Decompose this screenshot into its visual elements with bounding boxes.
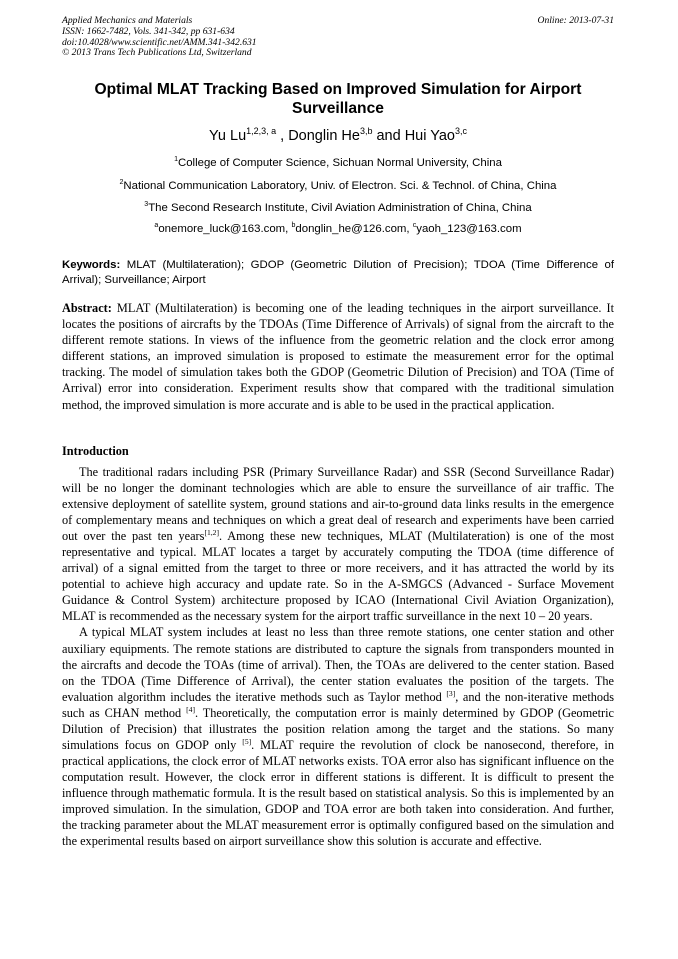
email-superscript: a: [154, 222, 159, 230]
email-line: [62, 222, 614, 236]
author-superscript: 1,2,3, a: [246, 126, 277, 137]
introduction-body: [62, 464, 614, 849]
email-address[interactable]: onemore_luck@163.com,: [158, 223, 292, 235]
journal-name: Applied Mechanics and Materials: [62, 15, 193, 26]
issn-line: ISSN: 1662-7482, Vols. 341-342, pp 631-634: [62, 25, 235, 37]
abstract-block: [62, 300, 614, 413]
paragraph-text: The traditional radars including PSR (Primary Surveillance Radar) and SSR (Second Surveillance Radar) will be no longer the dominant technologies which are able to ensure the surveillance of air traffic. The extensive deployment of satellite system, ground stations and air-to-ground data links results in the emergence of complementary means and techniques on which a great deal of research and experiments have been carried out over the past ten years: [62, 465, 614, 544]
running-header: [62, 16, 614, 59]
author-name: , Donglin He: [276, 128, 360, 144]
paper-title: Optimal MLAT Tracking Based on Improved Simulation for Airport Surveillance: [94, 81, 582, 117]
email-address[interactable]: yaoh_123@163.com: [416, 223, 522, 235]
copyright-line: © 2013 Trans Tech Publications Ltd, Switzerland: [62, 47, 252, 59]
author-superscript: 3,b: [359, 126, 373, 137]
affiliation-text: College of Computer Science, Sichuan Normal University, China: [177, 157, 502, 169]
section-heading-introduction: Introduction: [62, 444, 129, 458]
affiliation-superscript: 3: [144, 201, 149, 209]
affiliation-text: National Communication Laboratory, Univ. of Electron. Sci. & Technol. of China, China: [123, 180, 557, 192]
email-superscript: b: [291, 222, 296, 230]
doi-line[interactable]: doi:10.4028/www.scientific.net/AMM.341-342.631: [62, 36, 257, 48]
author-superscript: 3,c: [454, 126, 467, 137]
citation-ref[interactable]: [3]: [446, 688, 456, 698]
author-name: and Hui Yao: [372, 128, 455, 144]
author-line: [62, 127, 614, 145]
paragraph-text: . Theoretically, the computation error is mainly determined by GDOP (Geometric Dilution of Precision) that illustrates the position relation among the target and the stations. So many simulations focus on GDOP only: [62, 705, 614, 752]
abstract-label: Abstract:: [62, 301, 112, 315]
paragraph-text: , and the non-iterative methods such as CHAN method: [62, 689, 614, 720]
citation-ref[interactable]: [4]: [186, 704, 195, 714]
paragraph-text: A typical MLAT system includes at least no less than three remote stations, one center station and other auxiliary equipments. The remote stations are distributed to capture the signals from transponders mounted in the aircrafts and decode the TOAs (time of arrival). Then, the TOAs are delivered to the center station. Based on the TDOA (Time Difference of Arrival), the center station evaluates the position of the targets. The evaluation algorithm includes the iterative methods such as Taylor method: [62, 625, 614, 704]
affiliation-superscript: 2: [119, 179, 124, 187]
email-superscript: c: [412, 222, 417, 230]
citation-ref[interactable]: [1,2]: [204, 528, 220, 538]
author-name: Yu Lu: [209, 128, 247, 144]
paragraph: [62, 624, 614, 849]
online-date: Online: 2013-07-31: [537, 15, 614, 26]
keywords-text: MLAT (Multilateration); GDOP (Geometric Dilution of Precision); TDOA (Time Difference of Arrival); Surveillance; Airport: [62, 259, 614, 286]
paragraph: [62, 464, 614, 624]
affiliation-1: [62, 156, 614, 170]
citation-ref[interactable]: [5]: [242, 736, 252, 746]
affiliation-superscript: 1: [174, 156, 178, 164]
affiliation-3: [62, 201, 614, 215]
email-address[interactable]: donglin_he@126.com,: [295, 223, 413, 235]
paragraph-text: . MLAT require the revolution of clock be nanosecond, therefore, in practical applications, the clock error of MLAT networks exists. TOA error also has significant influence on the computation result. However, the clock error in different stations is different. It is difficult to present the influence through mathematic formula. It is the result based on statistical analysis. So this is implemented by an improved simulation. In the simulation, GDOP and TOA error are both taken into consideration. And further, the tracking parameter about the MLAT measurement error is optimally configured based on the simulation and the experimental results based on airport surveillance show this solution is accurate and effective.: [62, 737, 614, 849]
affiliation-text: The Second Research Institute, Civil Aviation Administration of China, China: [148, 202, 532, 214]
keywords-label: Keywords:: [62, 259, 121, 271]
paragraph-text: . Among these new techniques, MLAT (Multilateration) is one of the most representative and typical. MLAT locates a target by accurately computing the TDOA (time difference of arrival) of a signal emitted from the target to three or more receivers, and it has attracted the world by its potential to achieve high accuracy and update rate. So in the A-SMGCS (Advanced - Surface Movement Guidance & Control System) architecture proposed by ICAO (International Civil Aviation Organization), MLAT is recommended as the necessary system for the airport traffic surveillance in the next 10 – 20 years.: [62, 529, 615, 624]
keywords-block: [62, 258, 614, 287]
affiliation-2: [62, 179, 614, 193]
abstract-text: MLAT (Multilateration) is becoming one of the leading techniques in the airport surveillance. It locates the positions of aircrafts by the TDOAs (Time Difference of Arrivals) of signal from the aircraft to the different remote stations. In views of the influence from the geometric relation and the clock error among different stations, an improved simulation is proposed to estimate the measurement error for the optimal tracking. The model of simulation takes both the GDOP (Geometric Dilution of Precision) and TOA (Time of Arrival) error into consideration. Experiment results show that compared with the traditional simulation method, the improved simulation is more accurate and is able to be used in the practical application.: [62, 301, 614, 412]
